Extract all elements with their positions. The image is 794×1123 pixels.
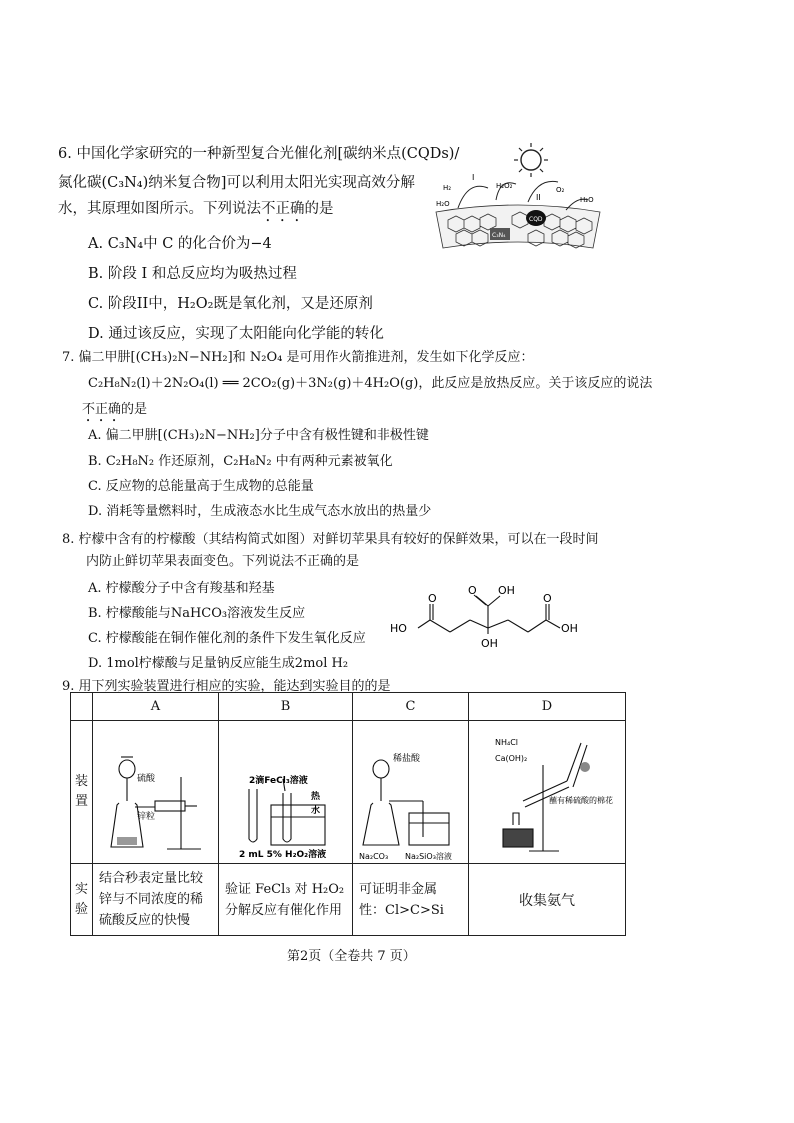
q6-emphasis-not-correct: 不正确 <box>261 201 305 217</box>
svg-text:Na₂CO₃: Na₂CO₃ <box>359 852 389 861</box>
q6-option-c: C. 阶段II中，H₂O₂既是氧化剂，又是还原剂 <box>88 296 373 312</box>
svg-text:蘸有稀硫酸的棉花: 蘸有稀硫酸的棉花 <box>549 796 613 805</box>
q6-line3: 水，其原理如图所示。下列说法不正确的是 <box>58 201 334 217</box>
table-header-d: D <box>469 693 626 721</box>
svg-text:I: I <box>472 173 475 182</box>
purpose-c: 可证明非金属性：Cl>C>Si <box>353 864 469 936</box>
table-header-c: C <box>353 693 469 721</box>
svg-text:Na₂SiO₃溶液: Na₂SiO₃溶液 <box>405 852 452 861</box>
q6-option-b: B. 阶段 I 和总反应均为吸热过程 <box>88 266 297 282</box>
apparatus-d-figure <box>469 721 625 863</box>
q8-option-d: D. 1mol柠檬酸与足量钠反应能生成2mol H₂ <box>88 656 349 671</box>
apparatus-a-cell <box>93 721 219 864</box>
svg-text:CQD: CQD <box>529 216 543 223</box>
table-row-apparatus <box>71 721 626 864</box>
table-corner-cell <box>71 693 93 721</box>
apparatus-d-cell <box>469 721 626 864</box>
apparatus-a-figure <box>93 721 218 863</box>
q7-option-b: B. C₂H₈N₂ 作还原剂，C₂H₈N₂ 中有两种元素被氧化 <box>88 454 393 469</box>
q6-option-a: A. C₃N₄中 C 的化合价为−4 <box>88 236 272 252</box>
apparatus-c-cell <box>353 721 469 864</box>
photocatalyst-figure <box>428 140 608 260</box>
purpose-a: 结合秒表定量比较锌与不同浓度的稀硫酸反应的快慢 <box>93 864 219 936</box>
svg-text:HO: HO <box>390 622 407 635</box>
svg-text:OH: OH <box>561 622 578 635</box>
q7-equation: C₂H₈N₂(l)＋2N₂O₄(l) ══ 2CO₂(g)＋3N₂(g)＋4H₂O(g)，此反应是放热反应。关于该反应的说法 <box>88 376 653 391</box>
svg-text:稀盐酸: 稀盐酸 <box>393 754 421 764</box>
citric-acid-structure <box>388 572 588 652</box>
row-label-apparatus: 装置 <box>71 721 93 864</box>
table-header-a: A <box>93 693 219 721</box>
carbon-nitride-sheet <box>436 205 600 248</box>
purpose-b: 验证 FeCl₃ 对 H₂O₂ 分解反应有催化作用 <box>219 864 353 936</box>
q7-line1: 7. 偏二甲肼[(CH₃)₂N−NH₂]和 N₂O₄ 是可用作火箭推进剂，发生如下化学反应： <box>62 350 534 365</box>
table-header-row <box>71 693 626 721</box>
svg-text:O: O <box>468 584 477 597</box>
svg-text:NH₄Cl: NH₄Cl <box>495 738 519 747</box>
q7-line3: 不正确的是 <box>82 402 148 417</box>
svg-text:H₂O: H₂O <box>436 200 450 208</box>
svg-text:Ca(OH)₂: Ca(OH)₂ <box>495 754 528 763</box>
purpose-d: 收集氨气 <box>469 864 626 936</box>
q7-option-c: C. 反应物的总能量高于生成物的总能量 <box>88 479 314 494</box>
table-row-purpose <box>71 864 626 936</box>
svg-text:2 mL 5% H₂O₂溶液: 2 mL 5% H₂O₂溶液 <box>239 850 327 860</box>
q8-option-a: A. 柠檬酸分子中含有羧基和羟基 <box>88 581 275 596</box>
svg-text:水: 水 <box>311 806 321 816</box>
svg-text:硫酸: 硫酸 <box>137 774 156 784</box>
q6-option-d: D. 通过该反应，实现了太阳能向化学能的转化 <box>88 326 384 342</box>
svg-text:2滴FeCl₃溶液: 2滴FeCl₃溶液 <box>249 776 308 786</box>
q7-emphasis-not-correct: 不正确 <box>82 402 122 417</box>
q8-option-c: C. 柠檬酸能在铜作催化剂的条件下发生氧化反应 <box>88 631 366 646</box>
svg-text:O: O <box>428 592 437 605</box>
page-footer: 第2页（全卷共 7 页） <box>287 949 416 964</box>
svg-text:热: 热 <box>311 792 321 802</box>
svg-text:H₂O: H₂O <box>580 196 594 204</box>
svg-text:OH: OH <box>498 584 515 597</box>
svg-text:II: II <box>536 193 541 202</box>
q8-option-b: B. 柠檬酸能与NaHCO₃溶液发生反应 <box>88 606 306 621</box>
q7-option-d: D. 消耗等量燃料时，生成液态水比生成气态水放出的热量少 <box>88 504 432 519</box>
q7-option-a: A. 偏二甲肼[(CH₃)₂N−NH₂]分子中含有极性键和非极性键 <box>88 428 429 443</box>
svg-text:H₂O₂: H₂O₂ <box>496 182 513 190</box>
sun-icon <box>514 143 548 177</box>
svg-text:OH: OH <box>481 637 498 650</box>
table-header-b: B <box>219 693 353 721</box>
svg-text:H₂: H₂ <box>443 184 452 192</box>
svg-text:O₂: O₂ <box>556 186 565 194</box>
row-label-purpose: 实验 <box>71 864 93 936</box>
svg-text:C₃N₄: C₃N₄ <box>492 232 506 239</box>
apparatus-b-figure <box>219 721 352 863</box>
apparatus-c-figure <box>353 721 468 863</box>
q6-line2: 氮化碳(C₃N₄)纳米复合物]可以利用太阳光实现高效分解 <box>58 175 415 191</box>
q8-line1: 8. 柠檬中含有的柠檬酸（其结构简式如图）对鲜切苹果具有较好的保鲜效果，可以在一段时间 <box>62 532 599 547</box>
q8-line2: 内防止鲜切苹果表面变色。下列说法不正确的是 <box>86 554 360 569</box>
q9-line1: 9. 用下列实验装置进行相应的实验，能达到实验目的的是 <box>62 679 391 694</box>
svg-text:O: O <box>543 592 552 605</box>
q6-line1: 6. 中国化学家研究的一种新型复合光催化剂[碳纳米点(CQDs)/ <box>58 146 460 162</box>
experiment-table <box>70 692 626 936</box>
svg-text:锌粒: 锌粒 <box>137 812 156 822</box>
apparatus-b-cell <box>219 721 353 864</box>
